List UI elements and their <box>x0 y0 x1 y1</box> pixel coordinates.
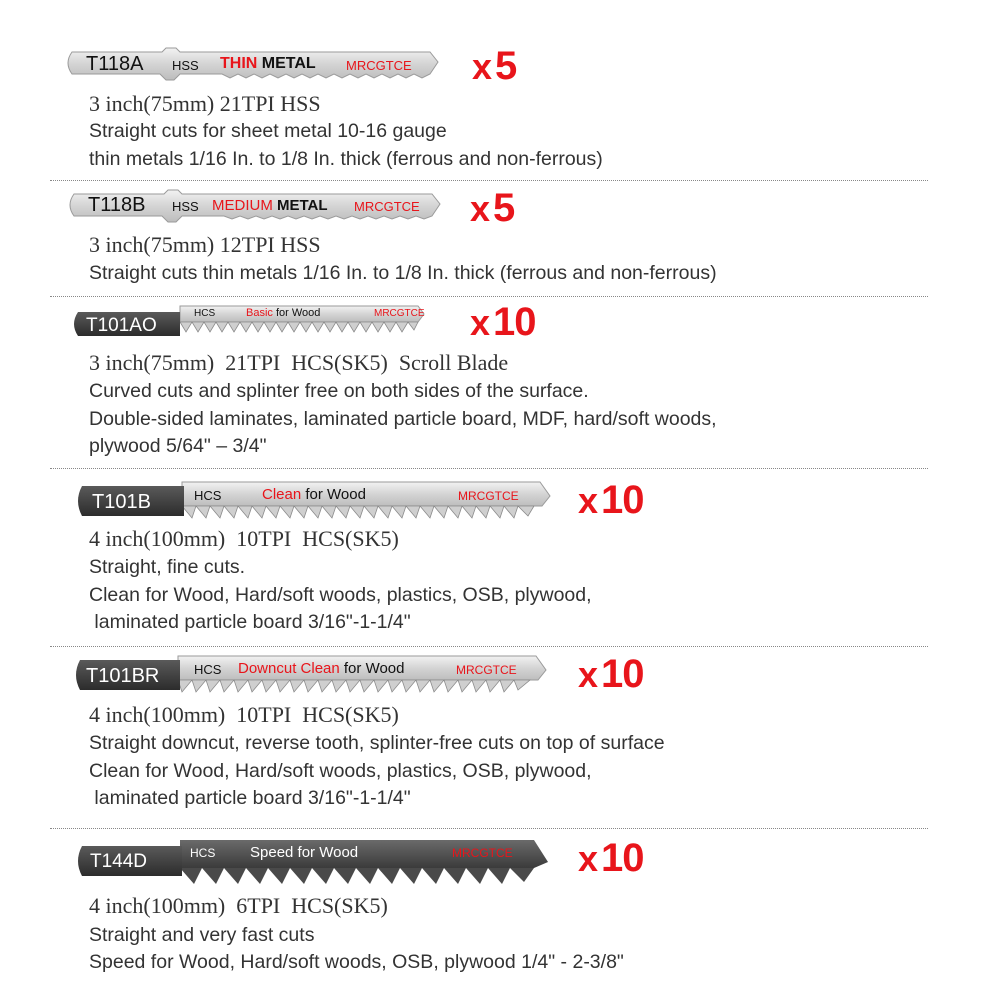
blade-description-line: thin metals 1/16 In. to 1/8 In. thick (ferrous and non-ferrous) <box>89 148 603 170</box>
section-divider <box>50 296 928 297</box>
section-divider <box>50 828 928 829</box>
blade-code: T101B <box>92 491 151 513</box>
blade-t144d <box>72 838 552 890</box>
blade-description-line: Straight and very fast cuts <box>89 924 315 946</box>
blade-t101b <box>72 480 552 526</box>
blade-code: T118B <box>88 194 146 216</box>
blade-description-line: Straight downcut, reverse tooth, splinter-free cuts on top of surface <box>89 732 665 754</box>
material-tag: HCS <box>190 846 216 860</box>
material-tag: HSS <box>172 199 199 214</box>
blade-t118a <box>62 46 442 88</box>
blade-description-line: Clean for Wood, Hard/soft woods, plastics, OSB, plywood, <box>89 584 592 606</box>
blade-spec: 4 inch(100mm) 6TPI HCS(SK5) <box>89 893 388 918</box>
blade-code: T101BR <box>86 665 160 687</box>
quantity-badge: x 10 <box>470 300 536 344</box>
blade-code: T101AO <box>86 315 157 336</box>
material-tag: HCS <box>194 488 222 503</box>
blade-description-line: Straight cuts thin metals 1/16 In. to 1/8 In. thick (ferrous and non-ferrous) <box>89 262 717 284</box>
blade-description-line: Curved cuts and splinter free on both sides of the surface. <box>89 380 589 402</box>
blade-code: T144D <box>90 851 148 872</box>
blade-description-line: Speed for Wood, Hard/soft woods, OSB, plywood 1/4" - 2-3/8" <box>89 951 624 973</box>
quantity-badge: x 10 <box>578 836 644 880</box>
blade-description-line: Straight, fine cuts. <box>89 556 246 578</box>
blade-description-line: laminated particle board 3/16"-1-1/4" <box>89 787 411 809</box>
blade-t101ao <box>68 302 428 344</box>
blade-type-label: Basic for Wood <box>246 307 321 319</box>
quantity-badge: x 5 <box>472 44 517 88</box>
blade-description-line: laminated particle board 3/16"-1-1/4" <box>89 611 411 633</box>
brand-mark: MRCGTCE <box>456 663 517 677</box>
blade-type-label: Downcut Clean for Wood <box>238 660 405 677</box>
quantity-badge: x 5 <box>470 186 515 230</box>
blade-description-line: Double-sided laminates, laminated particle board, MDF, hard/soft woods, <box>89 408 717 430</box>
brand-mark: MRCGTCE <box>354 199 420 214</box>
blade-spec: 3 inch(75mm) 12TPI HSS <box>89 232 321 257</box>
blade-spec: 4 inch(100mm) 10TPI HCS(SK5) <box>89 702 399 727</box>
material-tag: HCS <box>194 308 216 319</box>
quantity-badge: x 10 <box>578 652 644 696</box>
blade-type-label: THIN METAL <box>220 55 316 72</box>
quantity-badge: x 10 <box>578 478 644 522</box>
blade-description-line: plywood 5/64" – 3/4" <box>89 435 267 457</box>
brand-mark: MRCGTCE <box>374 308 425 319</box>
blade-description-line: Straight cuts for sheet metal 10-16 gauge <box>89 120 447 142</box>
blade-type-label: Clean for Wood <box>262 486 366 503</box>
blade-t101br <box>70 654 550 700</box>
brand-mark: MRCGTCE <box>458 489 519 503</box>
blade-type-label: MEDIUM METAL <box>212 197 328 214</box>
blade-type-label: Speed for Wood <box>250 844 359 861</box>
material-tag: HSS <box>172 58 199 73</box>
blade-spec: 3 inch(75mm) 21TPI HSS <box>89 91 321 116</box>
section-divider <box>50 468 928 469</box>
brand-mark: MRCGTCE <box>346 58 412 73</box>
blade-spec: 3 inch(75mm) 21TPI HCS(SK5) Scroll Blade <box>89 350 509 375</box>
material-tag: HCS <box>194 662 222 677</box>
brand-mark: MRCGTCE <box>452 846 513 860</box>
section-divider <box>50 180 928 181</box>
section-divider <box>50 646 928 647</box>
blade-spec: 4 inch(100mm) 10TPI HCS(SK5) <box>89 526 399 551</box>
blade-description-line: Clean for Wood, Hard/soft woods, plastics, OSB, plywood, <box>89 760 592 782</box>
blade-code: T118A <box>86 53 144 75</box>
blade-t118b <box>64 188 444 228</box>
